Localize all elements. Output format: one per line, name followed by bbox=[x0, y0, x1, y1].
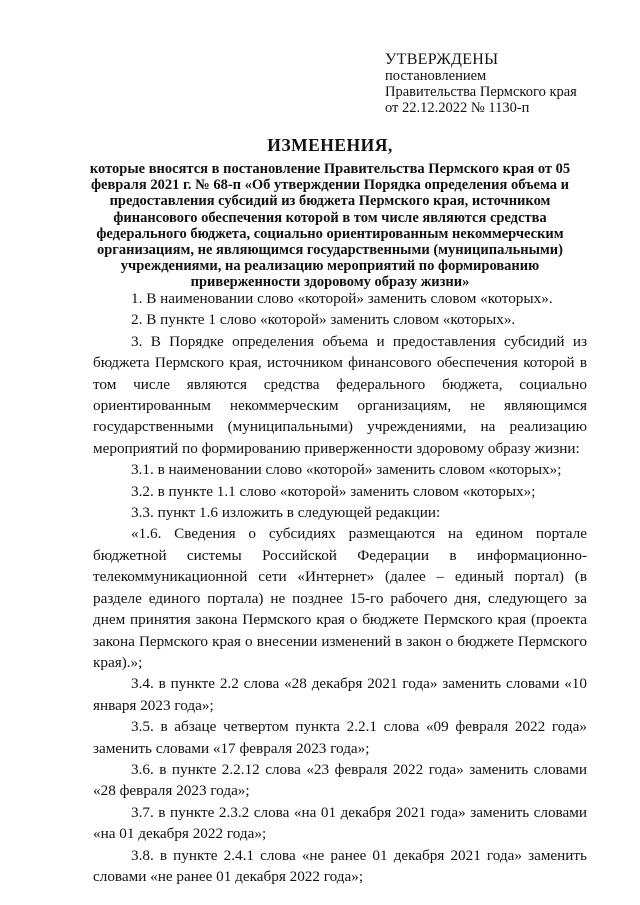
approval-line-3: от 22.12.2022 № 1130-п bbox=[385, 100, 530, 116]
document-subtitle: которые вносятся в постановление Правительства Пермского края от 05 февраля 2021 г. № 68-п «Об утверждении Порядка определения объема и предоставления субсидий из бюджета Пермского края, источником финансового обеспечения которой в том числе являются средства федерального бюджета, социально ориентированным некоммерческим организациям, не являющимся государственными (муниципальными) учреждениями, на реализацию мероприятий по формированию приверженности здоровому образу жизни» bbox=[89, 161, 571, 291]
approval-line-1: постановлением bbox=[385, 68, 487, 84]
paragraph: 3.3. пункт 1.6 изложить в следующей редакции: bbox=[131, 504, 441, 522]
paragraph: 3.7. в пункте 2.3.2 слова «на 01 декабря 2021 года» заменить словами «на 01 декабря 2022 года»; bbox=[93, 803, 587, 843]
paragraph: 3. В Порядке определения объема и предоставления субсидий из бюджета Пермского края, источником финансового обеспечения которой в том числе являются средства федерального бюджета, социально ориентированным некоммерческим организациям, не являющимся государственными (муниципальными) учреждениями, на реализацию мероприятий по формированию приверженности здоровому образу жизни: bbox=[93, 332, 587, 457]
document-body bbox=[93, 288, 587, 887]
approval-title: УТВЕРЖДЕНЫ bbox=[385, 51, 499, 68]
paragraph: «1.6. Сведения о субсидиях размещаются на едином портале бюджетной системы Российской Федерации в информационно-телекоммуникационной сети «Интернет» (далее – единый портал) (в разделе единого портала) не позднее 15-го рабочего дня, следующего за днем принятия закона Пермского края о бюджете Пермского края (проекта закона Пермского края о внесении изменений в закон о бюджете Пермского края).»; bbox=[93, 525, 587, 671]
paragraph: 3.4. в пункте 2.2 слова «28 декабря 2021 года» заменить словами «10 января 2023 года»; bbox=[93, 675, 587, 714]
document-title: ИЗМЕНЕНИЯ, bbox=[267, 135, 393, 155]
paragraph: 3.6. в пункте 2.2.12 слова «23 февраля 2022 года» заменить словами «28 февраля 2023 года»; bbox=[93, 760, 587, 800]
approval-line-2: Правительства Пермского края bbox=[385, 84, 577, 100]
paragraph: 3.5. в абзаце четвертом пункта 2.2.1 слова «09 февраля 2022 года» заменить словами «17 февраля 2023 года»; bbox=[93, 718, 587, 757]
paragraph: 3.2. в пункте 1.1 слово «которой» заменить словом «которых»; bbox=[131, 482, 536, 500]
paragraph: 3.8. в пункте 2.4.1 слова «не ранее 01 декабря 2021 года» заменить словами «не ранее 01 декабря 2022 года»; bbox=[93, 846, 587, 885]
paragraph: 2. В пункте 1 слово «которой» заменить словом «которых». bbox=[131, 311, 516, 329]
document-heading bbox=[80, 135, 580, 291]
approval-stamp bbox=[385, 52, 577, 116]
paragraph: 3.1. в наименовании слово «которой» заменить словом «которых»; bbox=[131, 461, 562, 479]
paragraph: 1. В наименовании слово «которой» заменить словом «которых». bbox=[131, 290, 553, 307]
